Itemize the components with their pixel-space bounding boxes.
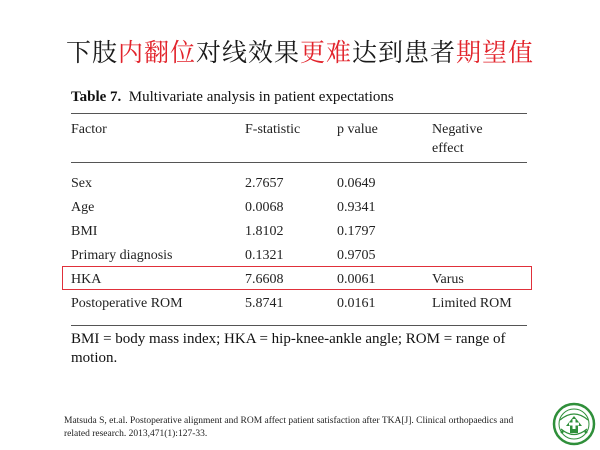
hospital-emblem-icon: [552, 402, 596, 446]
table-caption-text: Multivariate analysis in patient expectations: [128, 89, 394, 105]
title-segment: 达到患者: [352, 38, 457, 67]
row-f-statistic: 0.0068: [245, 200, 284, 215]
row-f-statistic: 7.6608: [245, 272, 284, 287]
row-f-statistic: 0.1321: [245, 248, 284, 263]
row-negative-effect: Limited ROM: [432, 296, 512, 311]
title-segment-highlight: 期望值: [456, 38, 535, 67]
row-factor: Age: [71, 200, 95, 215]
table-footnote: BMI = body mass index; HKA = hip-knee-ankle angle; ROM = range of motion.: [71, 331, 506, 366]
table-header-rule: [71, 162, 527, 163]
row-p-value: 0.0061: [337, 272, 376, 287]
row-factor: BMI: [71, 224, 98, 239]
header-p-value: p value: [337, 122, 378, 137]
row-factor: Sex: [71, 176, 92, 191]
row-f-statistic: 2.7657: [245, 176, 284, 191]
table-bottom-rule: [71, 325, 527, 326]
row-factor: Primary diagnosis: [71, 248, 173, 263]
header-factor: Factor: [71, 122, 107, 137]
title-segment: 下肢: [65, 38, 118, 67]
row-p-value: 0.0649: [337, 176, 376, 191]
title-segment: 对线效果: [195, 38, 300, 67]
table-caption-label: Table 7.: [71, 89, 122, 105]
header-negative-effect: Negative effect: [432, 122, 483, 156]
row-factor: HKA: [71, 272, 102, 287]
slide-title: [0, 37, 600, 69]
row-p-value: 0.1797: [337, 224, 376, 239]
table-top-rule: [71, 113, 527, 114]
row-f-statistic: 1.8102: [245, 224, 284, 239]
row-factor: Postoperative ROM: [71, 296, 183, 311]
header-f-statistic: F-statistic: [245, 122, 301, 137]
row-negative-effect: Varus: [432, 272, 464, 287]
row-f-statistic: 5.8741: [245, 296, 284, 311]
row-p-value: 0.9705: [337, 248, 376, 263]
table-caption: [71, 88, 394, 106]
title-segment-highlight: 更难: [300, 38, 353, 67]
row-p-value: 0.9341: [337, 200, 376, 215]
title-segment-highlight: 内翻位: [117, 38, 196, 67]
citation-reference: Matsuda S, et.al. Postoperative alignment and ROM affect patient satisfaction after TKA[J]. Clinical orthopaedics and related research. 2013,471(1):127-33.: [64, 416, 514, 439]
row-p-value: 0.0161: [337, 296, 376, 311]
